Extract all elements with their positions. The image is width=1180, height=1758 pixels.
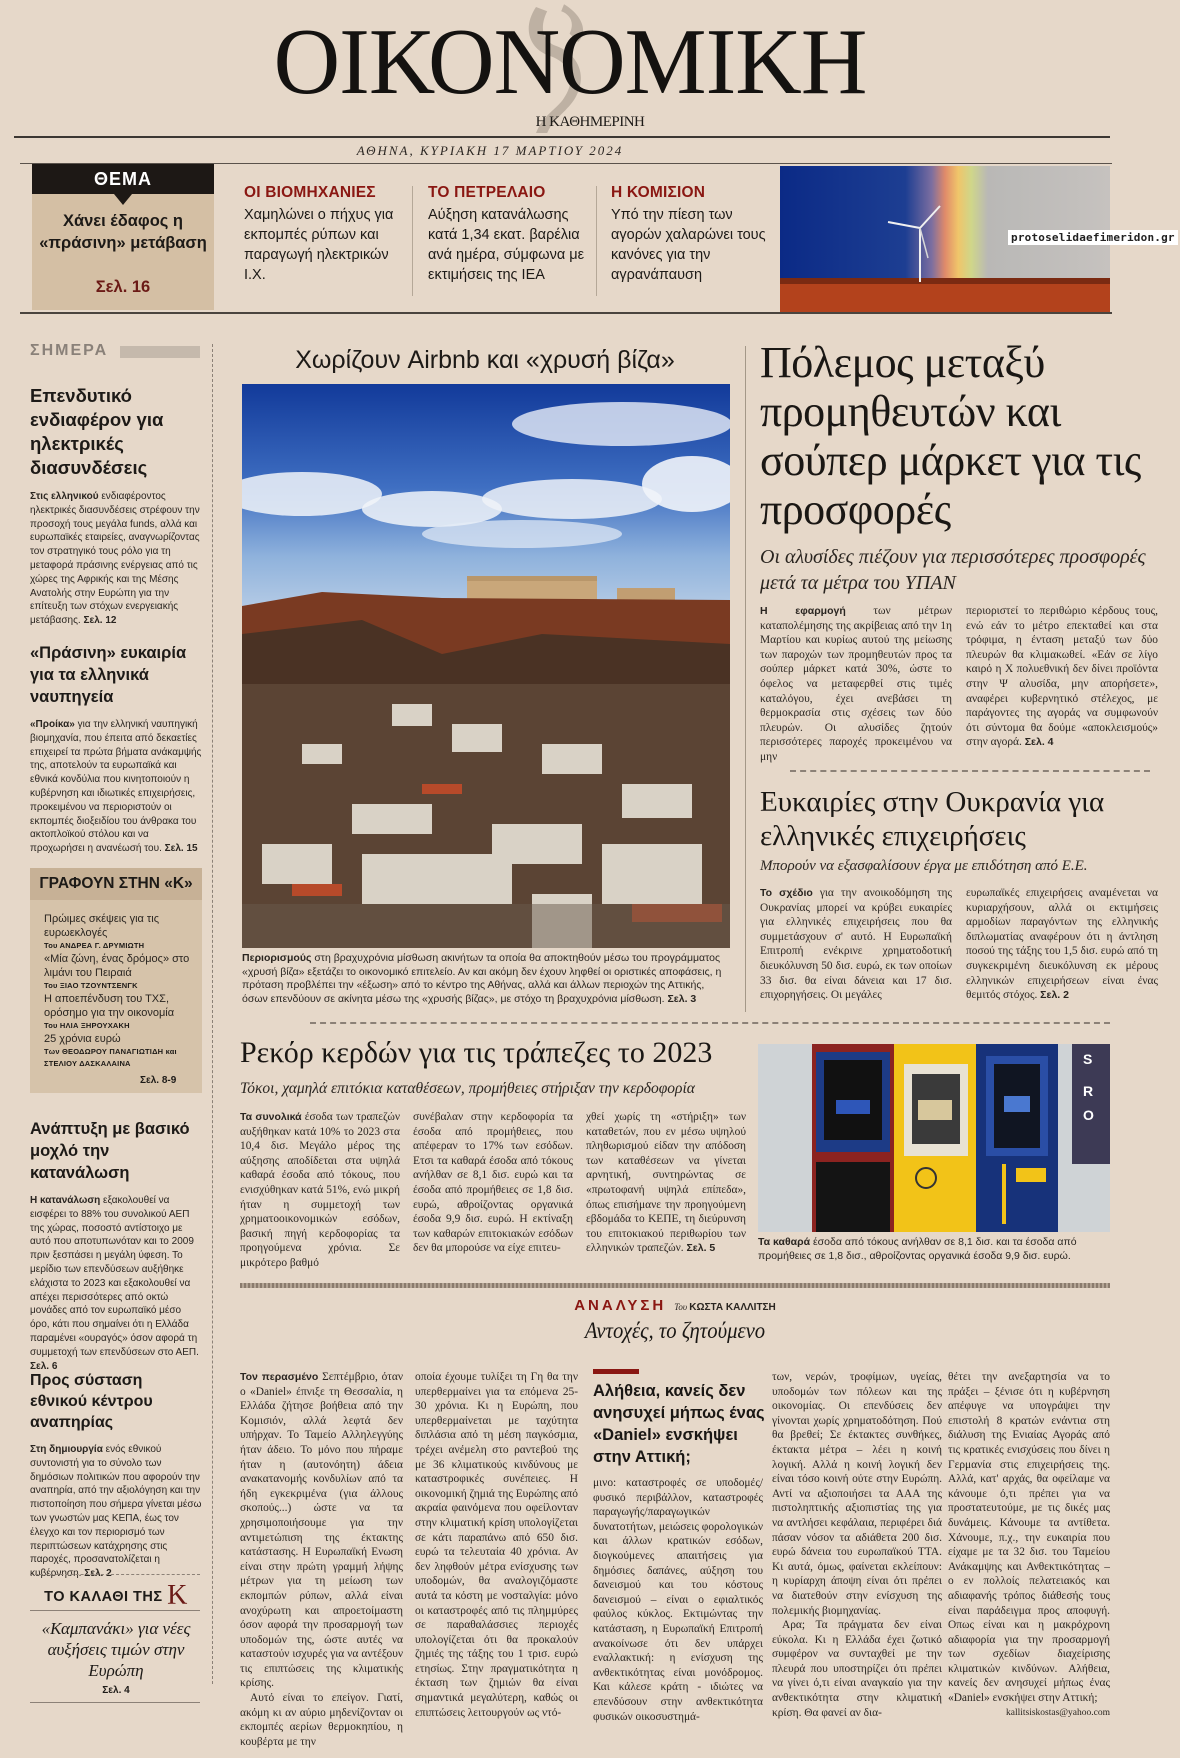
- k-logo-icon: Κ: [167, 1580, 188, 1611]
- main-body-col1: Η εφαρμογή των μέτρων καταπολέμησης της ακρίβειας από την 1η Μαρτίου και κυρίως αυτού της μείωσης των παροχών των προμηθευτών προς τα σούπερ μάρκετ κατά 30%, ώστε το όφελος να μεταφερθεί στις τιμές καταλόγου, έχει ανεβάσει τη θερμοκρασία στις σχέσεις των δύο πλευρών. Οι αλυσίδες ζητούν περισσότερες παροχές προκειμένου να μην: [760, 605, 952, 763]
- opinion-author: Των ΘΕΟΔΩΡΟΥ ΠΑΝΑΓΙΩΤΙΔΗ και ΣΤΕΛΙΟΥ ΔΑΣΚΑΛΑΙΝΑ: [44, 1047, 177, 1068]
- masthead-subtitle: Η ΚΑΘΗΜΕΡΙΝΗ: [535, 114, 645, 130]
- section-divider: [310, 1022, 1110, 1024]
- analysis-body-col1: Τον περασμένο Σεπτέμβριο, όταν ο «Daniel» έπνιξε τη Θεσσαλία, η Ελλάδα ζήτησε βοήθεια από την Κομισιόν, αλλά λεφτά δεν υπήρχαν. Το Ταμείο Αλληλεγγύης ήταν άδειο. Το μόνο που πήραμε ήταν η (αυτονόητη) άδεια ανακατανομής κονδυλίων από τα ήδη εγκεκριμένα (για άλλους σκοπούς...) ώστε να τα χρησιμοποιήσουμε για την αντιμετώπιση της έκτακτης κατάστασης. Η Ευρωπαϊκή Ενωση είναι στην πρώτη γραμμή λήψης μέτρων για τη μείωση των εκπομπών ρύπων, αλλά είναι ανοχύρωτη και απροετοίμαστη όσον αφορά την προσαρμογή των υποδομών της, ώστε αυτές να καταστούν ισχυρές για να αντέξουν τις επιπτώσεις της κλιματικής κρίσης. Αυτό είναι το επείγον. Γιατί, ακόμη κι αν αύριο μηδενίζονταν οι εκπομπές αερίων θερμοκηπίου, η κουβέρτα με την: [240, 1371, 403, 1748]
- svg-text:O: O: [1083, 1107, 1094, 1123]
- strip-bottom-rule: [20, 312, 1112, 314]
- analysis-author: ΚΩΣΤΑ ΚΑΛΛΙΤΣΗ: [689, 1302, 776, 1313]
- opinion-title[interactable]: 25 χρόνια ευρώ: [44, 1033, 121, 1045]
- story-consumption[interactable]: [30, 1118, 202, 1373]
- left-column-divider: [212, 344, 213, 1684]
- masthead-rule: [14, 136, 1110, 138]
- teaser-text: Χαμηλώνει ο πήχυς για εκπομπές ρύπων και παραγωγή ηλεκτρικών Ι.Χ.: [244, 207, 394, 283]
- grafoun-list: [44, 912, 194, 1070]
- airbnb-headline[interactable]: Χωρίζουν Airbnb και «χρυσή βίζα»: [295, 346, 675, 374]
- ukraine-body-col1: Το σχέδιο για την ανοικοδόμηση της Ουκρανίας μπορεί να κρύβει ευκαιρίες για ελληνικές επιχειρήσεις που θα συμμετάσχουν σ' αυτό. Η Ευρωπαϊκή Επιτροπή ενέκρινε χρηματοδοτική διευκόλυνση 50 δισ. ευρώ, εκ των οποίων 33 δισ. θα είναι δάνεια και 17 δισ. επιχορηγήσεις. Οι μεγάλες: [760, 887, 952, 1002]
- atm-photo[interactable]: [758, 1044, 1110, 1232]
- main-headline[interactable]: Πόλεμος μεταξύ προμηθευτών και σούπερ μάρκετ για τις προσφορές: [760, 338, 1141, 534]
- story-disability-center[interactable]: [30, 1370, 202, 1581]
- section-label-bar: [120, 346, 200, 358]
- kalathi-top-rule: [30, 1574, 200, 1575]
- watermark-label: protoselidaefimeridon.gr: [1008, 230, 1178, 245]
- author-email[interactable]: kallitsiskostas@yahoo.com: [1005, 1707, 1110, 1718]
- story-headline: Επενδυτικό ενδιαφέρον για ηλεκτρικές διασυνδέσεις: [30, 385, 164, 478]
- analysis-body-col2: οποία έχουμε τυλίξει τη Γη θα την υπερθερμαίνει για τα επόμενα 25-30 χρόνια. Κι η Ευρώπη, που υπερθερμαίνεται με ταχύτητα διπλάσια από τη μέση παγκόσμια, τρέχει ανέμελη στο ραντεβού της με 36 κλιματικούς κινδύνους με καταστροφικές συνέπειες. Η οικονομική ζημιά της Ευρώπης από ακραία φαινόμενα που οφείλονταν στην κλιματική κρίση υπολογίζεται σε κάτι παραπάνω από 650 δισ. ευρώ τα τελευταία 40 χρόνια. Αν δεν ληφθούν μέτρα ενίσχυσης των υποδομών, θα αναλογιζόμαστε αυτά τα κόστη με νοσταλγία: μόνο οι καταστροφές από τις πλημμύρες σε παραθαλάσσιες περιοχές υπολογίζεται ότι θα προκαλούν ζημιές της τάξης του 1 τρισ. ευρώ ετησίως. Στην πραγματικότητα η έκταση των ζημιών θα είναι σημαντικά μεγαλύτερη, καθώς οι επιπτώσεις λειτουργούν ως ντό-: [415, 1371, 578, 1719]
- story-interconnections[interactable]: [30, 384, 202, 628]
- opinion-title[interactable]: Πρώιμες σκέψεις για τις ευρωεκλογές: [44, 913, 160, 939]
- banks-body-col2: συνέβαλαν στην κερδοφορία τα έσοδα από προμήθειες, που απέφεραν το 17% των εσόδων. Ετσι τα καθαρά έσοδα από τόκους ανήλθαν σε 8,1 δισ. ευρώ και τα έσοδα από προμήθειες σε 1,8 δισ. ευρώ, αθροίζοντας οργανικά έσοδα 9,9 δισ. ευρώ. Η εκτίναξη των καθαρών επιτοκιακών εσόδων δεν θα μπορούσε να είχε επιτευ-: [413, 1111, 573, 1255]
- opinion-title[interactable]: «Μία ζώνη, ένας δρόμος» στο λιμάνι του Πειραιά: [44, 953, 190, 979]
- story-headline: «Πράσινη» ευκαιρία για τα ελληνικά ναυπηγεία: [30, 644, 187, 706]
- banks-body-col1: Τα συνολικά έσοδα των τραπεζών αυξήθηκαν κατά 10% το 2023 στα 10,4 δισ. Μεγάλο μέρος της αύξησης αποδίδεται στα υψηλά καθαρά έσοδα από τόκους, που ενισχύθηκαν κατά 51%, ενώ μικρή ήταν η συμμετοχή των χρηματοοικονομικών εσόδων, βασική πηγή κερδοφορίας τα προηγούμενα χρόνια. Σε μικρότερο βαθμό: [240, 1111, 400, 1269]
- teaser-heading: ΟΙ ΒΙΟΜΗΧΑΝΙΕΣ: [244, 184, 376, 201]
- airbnb-caption: Περιορισμούς στη βραχυχρόνια μίσθωση ακινήτων τα οποία θα αποκτηθούν μέσω του προγράμματος «χρυσή βίζα» εξετάζει το οικονομικό επιτελείο. Αν και ακόμη δεν έχουν ληφθεί οι οριστικές αποφάσεις, η πρόταση προβλέπει την «έξωση» από το κέντρο της Αθήνας, αλλά και άλλων περιοχών της Αττικής, όσων επενδύουν σε ακίνητα μέσω της «χρυσής βίζας», με στόχο τη βραχυχρόνια μίσθωση. Σελ. 3: [242, 952, 722, 1005]
- center-right-divider: [745, 346, 746, 1012]
- opinion-author: Του ΑΝΔΡΕΑ Γ. ΔΡΥΜΙΩΤΗ: [44, 941, 145, 950]
- analysis-rule: [240, 1283, 1110, 1288]
- teaser-commission[interactable]: [611, 184, 776, 285]
- story-body: Η κατανάλωση εξακολουθεί να εισφέρει το 88% του συνολικού ΑΕΠ της χώρας, ποσοστό αντίστοιχο με αυτό που αποτυπωνόταν και το 2009 πριν ξεσπάσει η μεγάλη ύφεση. Το μερίδιο των επενδύσεων αυξήθηκε ελάχιστα το 2023 και εξακολουθεί να απέχει περισσότερες από οκτώ μονάδες από τον ευρωπαϊκό μέσο όρο, κάτι που σημαίνει ότι η Ελλάδα παραμένει «ουραγός» όσον αφορά τη συμμετοχή των επενδύσεων στο ΑΕΠ. Σελ. 6: [30, 1195, 199, 1372]
- svg-text:R: R: [1083, 1083, 1094, 1099]
- teaser-industries[interactable]: [244, 184, 414, 285]
- section-divider: [790, 770, 1150, 772]
- issue-date: ΑΘΗΝΑ, ΚΥΡΙΑΚΗ 17 ΜΑΡΤΙΟΥ 2024: [356, 143, 624, 158]
- ukraine-headline[interactable]: Ευκαιρίες στην Ουκρανία για ελληνικές επιχειρήσεις: [760, 786, 1105, 852]
- atm-caption: Τα καθαρά έσοδα από τόκους ανήλθαν σε 8,1 δισ. και τα έσοδα από προμήθειες σε 1,8 δισ., αθροίζοντας οργανικά έσοδα 9,9 δισ. ευρώ.: [758, 1236, 1077, 1262]
- kalathi-mid-rule: [30, 1610, 200, 1611]
- analysis-label: ΑΝΑΛΥΣΗ Του ΚΩΣΤΑ ΚΑΛΛΙΤΣΗ: [574, 1297, 776, 1314]
- thema-page-ref: Σελ. 16: [95, 278, 151, 296]
- grafoun-heading: ΓΡΑΦΟΥΝ ΣΤΗΝ «Κ»: [30, 868, 202, 900]
- opinion-title[interactable]: Η αποεπένδυση του ΤΧΣ, ορόσημο για την οικονομία: [44, 993, 175, 1019]
- teaser-oil[interactable]: [428, 184, 598, 285]
- story-headline: Ανάπτυξη με βασικό μοχλό την κατανάλωση: [30, 1120, 190, 1182]
- teaser-divider: [596, 186, 597, 296]
- pull-quote-bar: [593, 1369, 639, 1374]
- analysis-body-col5: θέτει την ανεξαρτησία να το πράξει – ξένισε ότι η κυβέρνηση απέφυγε να υπογράψει την επιστολή 8 κρατών ενάντια στη διάλυση της Ενιαίας Αγοράς από τις κρατικές ενισχύσεις που δίνει η Γερμανία στις επιχειρήσεις της. Αλλά, κατ' αρχάς, θα οφείλαμε να κάνουμε ό,τι πρέπει για να προστατευτούμε, με τις δικές μας δυνάμεις. Κάνουμε τα αντίθετα. Χάνουμε, π.χ., την ευκαιρία που είχαμε με τα 32 δισ. του Ταμείου Ανάκαμψης και Ανθεκτικότητας – ο εν πολλοίς πελατειακός και αδιαφανής τρόπος διάθεσής τους είναι παράδειγμα προς αποφυγή. Οπως είναι και η μακρόχρονη αδιαφορία για την προσαρμογή των σχεδίων διαχείρισης κλιματικών κινδύνων. Αλήθεια, κανείς δεν ανησυχεί μήπως ένας «Daniel» ενσκήψει στην Αττική; kallitsiskostas@yahoo.com: [948, 1370, 1110, 1720]
- banks-headline[interactable]: Ρεκόρ κερδών για τις τράπεζες το 2023: [240, 1036, 713, 1069]
- analysis-section-label: ΑΝΑΛΥΣΗ: [574, 1297, 667, 1314]
- kalathi-heading: ΤΟ ΚΑΛΑΘΙ ΤΗΣ Κ: [44, 1580, 188, 1611]
- teaser-text: Υπό την πίεση των αγορών χαλαρώνει τους κανόνες για την αγρανάπαυση: [611, 207, 766, 283]
- opinion-author: Του ΞΙΑΟ ΤΖΟΥΝΤΣΕΝΓΚ: [44, 981, 138, 990]
- acropolis-photo[interactable]: [242, 384, 730, 948]
- pull-quote: Αλήθεια, κανείς δεν ανησυχεί μήπως ένας «Daniel» ενσκήψει στην Αττική;: [593, 1382, 765, 1466]
- story-body: Στις ελληνικού ενδιαφέροντος ηλεκτρικές διασυνδέσεις στρέφουν την προσοχή τους μεγάλα funds, αλλά και ευρωπαϊκές εταιρείες, αναγνωρίζοντας τον στρατηγικό τους ρόλο για τη μεταφορά πράσινης ενέργειας από τις χώρες της Αφρικής και της Μέσης Ανατολής στην Ευρώπη για την επίτευξη των στόχων ενεργειακής μετάβασης. Σελ. 12: [30, 491, 200, 627]
- teaser-divider: [412, 186, 413, 296]
- main-subheadline: Οι αλυσίδες πιέζουν για περισσότερες προσφορές μετά τα μέτρα του ΥΠΑΝ: [760, 546, 1146, 594]
- analysis-body-col4: των, νερών, τροφίμων, υγείας, υποδομών των πόλεων και της οικονομίας. Οι επενδύσεις δεν γίνονται χωρίς χρηματοδότηση. Πού θα βρεθεί; Σε έκτακτες συνθήκες, έκτακτα μέτρα – λέει η κοινή λογική. Αλλά η κοινή λογική δεν είναι τόσο κοινή ούτε στην Ευρώπη. Αντί να αξιοποιήσει τα ΑΑΑ της πιστοληπτικής αξιοπιστίας της για να αντλήσει κεφάλαια, περιφέρει διά πάσαν νόσον τα αδιάθετα 200 δισ. ευρώ δάνεια του ευρωπαϊκού ΤΤΑ. Κι αυτά, όμως, φαίνεται εκλείπουν: η κυρίαρχη άποψη είναι ότι πρέπει να διατεθούν στην ενίσχυση της πολεμικής βιομηχανίας. Αρα; Τα πράγματα δεν είναι εύκολα. Κι η Ελλάδα έχει ζωτικό συμφέρον να συνταχθεί με την πλευρά που υποστηρίζει ότι πρέπει να γίνει ό,τι είναι αναγκαίο για την ανθεκτικότητα στην κλιματική κρίση. Θα φανεί αν δια-: [772, 1371, 942, 1719]
- analysis-body-col3: μινο: καταστροφές σε υποδομές/φυσικό περιβάλλον, καταστροφές παραγωγής/παραγωγικών δυνατοτήτων, μειώσεις φορολογικών και άλλων κρατικών εσόδων, διογκούμενες απαιτήσεις για δημόσιες δαπάνες, αύξηση του δανεισμού και του κόστους δανεισμού – είναι ο εφιαλτικός φαύλος κύκλος. Εκτιμώντας την κατάσταση, η Ευρωπαϊκή Επιτροπή ανακοίνωσε ότι δεν υπάρχει εναλλακτική: η ενίσχυση της ανθεκτικότητας είναι μονόδρομος. Και κάλεσε κράτη - ιδιώτες να επενδύσουν στην ανθεκτικότητα φυσικών οικοσυστημά-: [593, 1477, 763, 1723]
- thema-label: ΘΕΜΑ: [32, 164, 214, 194]
- story-headline: Προς σύσταση εθνικού κέντρου αναπηρίας: [30, 1372, 153, 1431]
- svg-text:S: S: [1083, 1051, 1093, 1067]
- ukraine-subheadline: Μπορούν να εξασφαλίσουν έργα με επιδότηση από Ε.Ε.: [760, 858, 1088, 874]
- banks-subheadline: Τόκοι, χαμηλά επιτόκια καταθέσεων, προμήθειες στήριξαν την κερδοφορία: [240, 1080, 695, 1097]
- story-body: «Προίκα» για την ελληνική ναυπηγική βιομηχανία, που έπειτα από δεκαετίες επιχειρεί τα πρώτα βήματα ανάκαμψής της, αποτελούν τα ευρωπαϊκά και εθνικά κονδύλια που κινητοποιούν η κυβέρνηση και ιδιωτικές επιχειρήσεις, προκειμένου να περιοριστούν οι εκπομπές διοξειδίου του άνθρακα του ακτοπλοϊκού στόλου και να προχωρήσει η ανανέωσή του. Σελ. 15: [30, 719, 202, 855]
- kalathi-page-ref: Σελ. 4: [102, 1685, 130, 1696]
- analysis-title[interactable]: Αντοχές, το ζητούμενο: [584, 1318, 766, 1343]
- story-body: Στη δημιουργία ενός εθνικού συντονιστή για το σύνολο των δημόσιων πολιτικών που αφορούν την αναπηρία, από την αξιολόγηση και την πιστοποίηση που σήμερα γίνεται μέσω των γνωστών μας ΚΕΠΑ, έως τον έλεγχο και τον περιορισμό των περιπτώσεων κατάχρησης στις παροχές, προσανατολίζεται η κυβέρνηση. Σελ. 2: [30, 1444, 202, 1580]
- thema-arrow-icon: [114, 194, 132, 205]
- main-body-col2: περιοριστεί το περιθώριο κέρδους τους, ενώ εάν το μέτρο επεκταθεί και στα τρόφιμα, η ένταση μεταξύ των δύο πλευρών θα κλιμακωθεί. «Εάν σε λίγο καιρό η Χ πολυεθνική δεν δίνει προϊόντα στην Ψ αλυσίδα, μην απορήσετε», αναφέρει κυβερνητικό στέλεχος, με παράγοντες της αγοράς να συμφωνούν ότι σύντομα θα δούμε «αποκλεισμούς» στην αγορά. Σελ. 4: [966, 605, 1158, 749]
- thema-headline[interactable]: Χάνει έδαφος η «πράσινη» μετάβαση: [39, 212, 207, 252]
- story-shipyards[interactable]: [30, 642, 202, 856]
- kalathi-teaser[interactable]: «Καμπανάκι» για νέες αυξήσεις τιμών στην Ευρώπη: [41, 1619, 191, 1680]
- banks-body-col3: χθεί χωρίς τη «στήριξη» των καταθετών, που εν μέσω υψηλού πληθωρισμού είδαν την απόδοση των καταθέσεων να γίνεται αρνητική, συντηρώντας σε «πρωτοφανή υψηλά επίπεδα», όπως επισήμανε την προηγούμενη εβδομάδα το ΚΕΠΕ, τη διεύρυνση του επιτοκιακού περιθωρίου των ελληνικών τραπεζών. Σελ. 5: [586, 1111, 746, 1255]
- opinion-author: Του ΗΛΙΑ ΞΗΡΟΥΧΑΚΗ: [44, 1021, 130, 1030]
- masthead-title: ΟΙΚΟΝΟΜΙΚΗ: [273, 10, 867, 114]
- kalathi-bottom-rule: [30, 1702, 200, 1703]
- teaser-heading: ΤΟ ΠΕΤΡΕΛΑΙΟ: [428, 184, 546, 201]
- section-label-today: ΣΗΜΕΡΑ: [30, 342, 109, 359]
- ukraine-body-col2: ευρωπαϊκές επιχειρήσεις αναμένεται να κυριαρχήσουν, αλλά οι εκτιμήσεις αρμοδίων παραγόντων της ελληνικής διπλωματίας αναφέρουν ότι η άντληση ποσού της τάξης του 1,5 δισ. ευρώ από τη συγκεκριμένη διευκόλυνση εκ μέρους ελληνικών επιχειρήσεων είναι ένας θεμιτός στόχος. Σελ. 2: [966, 887, 1158, 1002]
- teaser-heading: Η ΚΟΜΙΣΙΟΝ: [611, 184, 706, 201]
- teaser-text: Αύξηση κατανάλωσης κατά 1,34 εκατ. βαρέλια ανά ημέρα, σύμφωνα με εκτιμήσεις της ΙΕΑ: [428, 207, 585, 283]
- grafoun-page-ref: Σελ. 8-9: [140, 1075, 177, 1086]
